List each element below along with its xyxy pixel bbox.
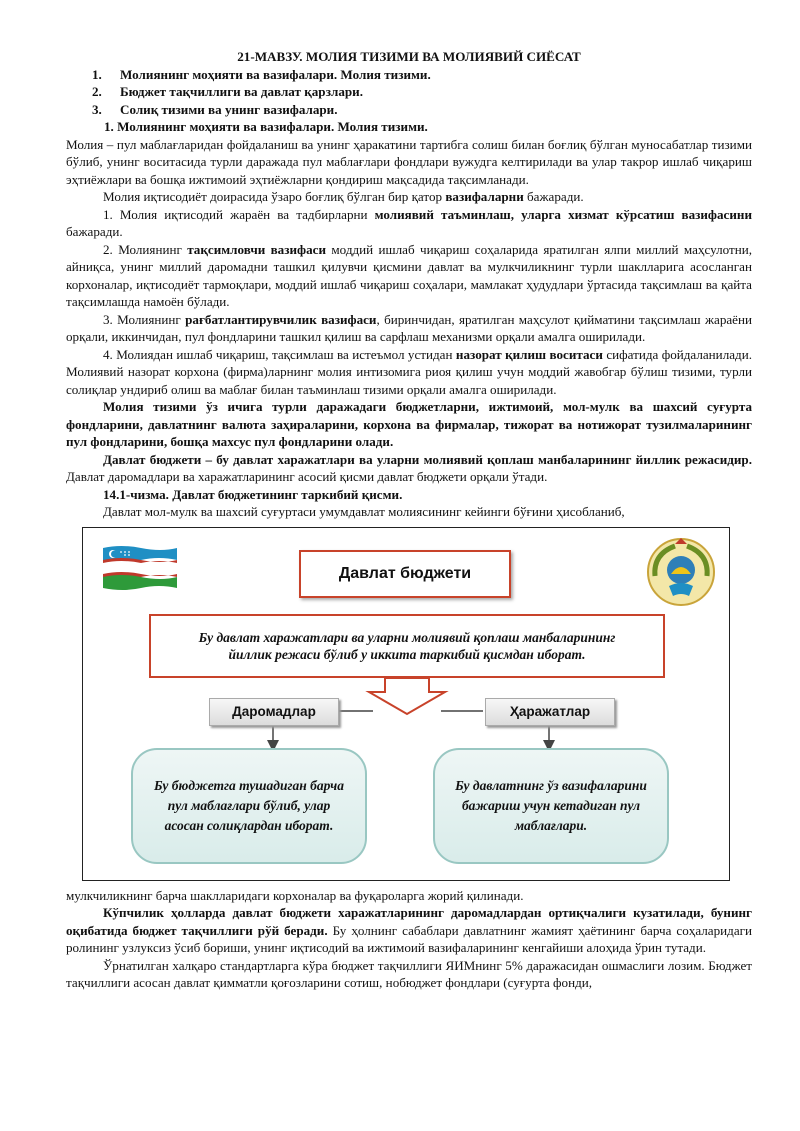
paragraph-finance-system: Молия тизими ўз ичига турли даражадаги бюджетларни, ижтимоий, мол-мулк ва шахсий суғурта фондларини, давлатнинг валюта заҳираларини, корхона ва фирмалар, тижорат ва нотижорат тузилмаларининг пул фондларини, бошқа махсус пул фондларини олади. — [66, 399, 752, 449]
paragraph-ownership: мулкчиликнинг барча шаклларидаги корхоналар ва фуқароларга жорий қилинади. — [66, 887, 524, 903]
paragraph-state-budget: Давлат бюджети – бу давлат харажатлари ва уларни молиявий қоплаш манбаларининг йиллик режасидир. Давлат даромадлари ва харажатларининг асосий қисми давлат бюджети орқали ўтади. — [66, 451, 752, 484]
state-emblem-icon — [645, 536, 717, 608]
expense-description: Бу давлатнинг ўз вазифаларини бажариш учун кетадиган пул маблағлари. — [433, 748, 669, 864]
income-description: Бу бюджетга тушадиган барча пул маблағлари бўлиб, улар асосан солиқлардан иборат. — [131, 748, 367, 864]
paragraph-deficit: Кўпчилик ҳолларда давлат бюджети харажатларининг даромадлардан ортиқчалиги кузатилади, бунинг оқибатида бюджет тақчиллиги рўй беради. Бу ҳолнинг сабаблари давлатнинг жамият ҳаётининг барча соҳаларидаги ролининг узлуксиз ўсиб бориши, унинг иқтисодий ва ижтимоий вазифаларининг кенгайиши алоҳида ўрин тутади. — [66, 905, 753, 955]
paragraph-function-4: 4. Молиядан ишлаб чиқариш, тақсимлаш ва истеъмол устидан назорат қилиш воситаси сифатида фойдаланилади. Молиявий назорат корхона (фирма)ларнинг молия интизомига риоя қилиш учун моддий жавобгар бўлиш тизими, турли солиқлар ундириб олиш ва маблағ билан таъминлаш тизими орқали амалга оширилади. — [66, 346, 752, 397]
budget-title-box — [299, 550, 511, 598]
income-label: Даромадлар — [209, 698, 339, 726]
document-page — [66, 48, 752, 992]
paragraph-function-1: 1. Молия иқтисодий жараён ва тадбирларни молиявий таъминлаш, уларга хизмат кўрсатиш вазифасини бажаради. — [66, 206, 752, 239]
uzbekistan-flag-icon — [101, 544, 179, 592]
paragraph-functions: Молия иқтисодиёт доирасида ўзаро боғлиқ бўлган бир қатор вазифаларни бажаради. — [103, 189, 584, 204]
expense-label: Ҳаражатлар — [485, 698, 615, 726]
budget-description-box: Бу давлат харажатлари ва уларни молиявий қоплаш манбаларининг йиллик режаси бўлиб у иккита таркибий қисмдан иборат. — [149, 614, 665, 678]
paragraph-function-3: 3. Молиянинг рағбатлантирувчилик вазифаси, биринчидан, яратилган маҳсулот қийматини тақсимлаш жараёни орқали, иккинчидан, пул фондларини ташкил қилиш ва сарфлаш механизми орқали амалга оширилади. — [66, 311, 752, 344]
paragraph-insurance: Давлат мол-мулк ва шахсий суғуртаси умумдавлат молиясининг кейинги бўғини ҳисобланиб, — [103, 504, 625, 519]
toc-item-3: 3. Солиқ тизими ва унинг вазифалари. — [92, 101, 338, 117]
budget-title: Давлат бюджети — [338, 564, 472, 582]
down-arrow-shape — [369, 678, 445, 714]
paragraph-function-2: 2. Молиянинг тақсимловчи вазифаси моддий ишлаб чиқариш соҳаларида яратилган ялпи миллий маҳсулотни, айниқса, унинг миллий даромадни ташкил қилувчи қисмини давлат ва мулкчиликнинг турли шаклларига асосланган корхоналар, иқтисодиёт тармоқлари, моддий ишлаб чиқариш соҳалари, мамлакат ҳудудлари ўртасида тақсимлаш ва қайта тақсимлашда намоён бўлади. — [66, 241, 753, 309]
paragraph-definition: Молия – пул маблағларидан фойдаланиш ва унинг ҳаракатини тартибга солиш билан боғлиқ бўлган муносабатлар тизими бўлиб, унинг воситасида турли даражада пул маблағлари фондлари вужудга келтирилади ва улар такрор ишлаб чиқариш эҳтиёжлари ва бошқа ижтимоий эҳтиёжларни қондириш мақсадида тақсимланади. — [66, 136, 752, 187]
figure-caption: 14.1-чизма. Давлат бюджетининг таркибий қисми. — [103, 486, 403, 502]
budget-diagram — [82, 527, 730, 881]
section-heading: 1. Молиянинг моҳияти ва вазифалари. Молия тизими. — [104, 119, 428, 134]
document-title: 21-МАВЗУ. МОЛИЯ ТИЗИМИ ВА МОЛИЯВИЙ СИЁСАТ — [237, 49, 581, 64]
toc-item-2: 2. Бюджет тақчиллиги ва давлат қарзлари. — [92, 84, 363, 99]
table-of-contents — [66, 66, 752, 119]
paragraph-standards: Ўрнатилган халқаро стандартларга кўра бюджет тақчиллиги ЯИМнинг 5% даражасидан ошмаслиги лозим. Бюджет тақчиллиги асосан давлат қимматли қоғозларини сотиш, нобюджет фондлари (суғурта фонди, — [66, 957, 752, 990]
toc-item-1: 1. Молиянинг моҳияти ва вазифалари. Молия тизими. — [92, 66, 431, 82]
